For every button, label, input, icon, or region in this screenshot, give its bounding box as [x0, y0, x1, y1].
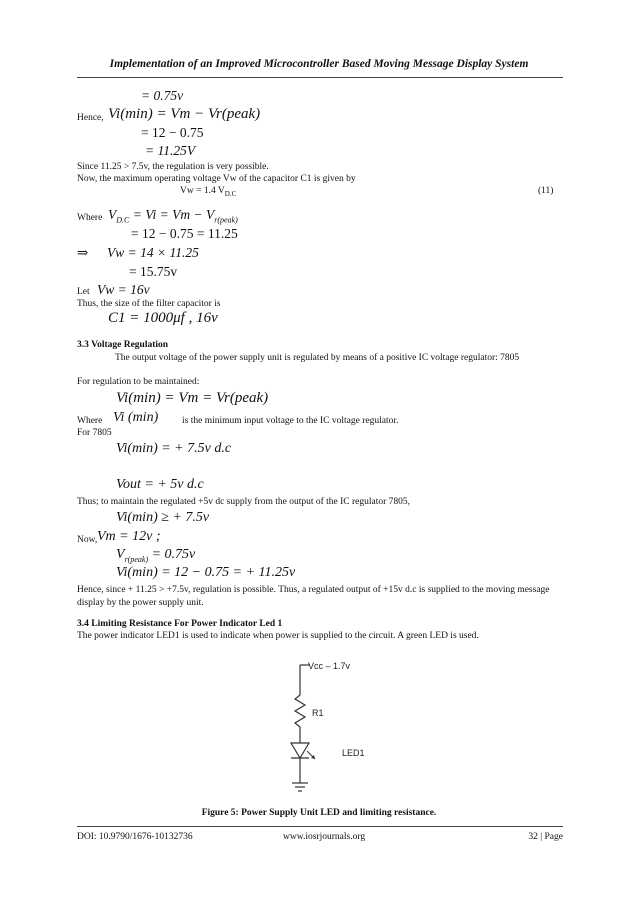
equation-line: Vi(min) = 12 − 0.75 = + 11.25v: [116, 565, 296, 580]
led1-label: LED1: [342, 748, 365, 758]
body-text: is the minimum input voltage to the IC voltage regulator.: [182, 416, 399, 426]
equation-line: = 0.75v: [141, 88, 184, 103]
equation-line: = 11.25V: [145, 143, 196, 158]
body-text: Since 11.25 > 7.5v, the regulation is very possible.: [77, 162, 269, 172]
resistor-r1-symbol: [295, 695, 305, 727]
equation-line: C1 = 1000μf , 16v: [108, 310, 218, 326]
equation-line: Vm = 12v ;: [97, 529, 161, 544]
body-text: For 7805: [77, 428, 112, 438]
equation-line: Vw = 16v: [97, 282, 150, 297]
led-circuit-diagram: [270, 655, 410, 805]
header-rule: [77, 77, 563, 78]
equation-line: Vw = 14 × 11.25: [107, 245, 199, 260]
where-equation: $V_{D.C} = Vi = Vm - V_{r(peak)}$: [108, 207, 238, 225]
equation-line: Vi(min) = + 7.5v d.c: [116, 441, 232, 456]
inline-equation: Vi (min): [113, 410, 159, 425]
now-label: Now,: [77, 535, 98, 545]
vcc-label: Vcc – 1.7v: [308, 661, 351, 671]
let-label: Let: [77, 287, 90, 297]
body-text: For regulation to be maintained:: [77, 377, 200, 387]
figure-caption: Figure 5: Power Supply Unit LED and limiting resistance.: [201, 808, 437, 818]
equation-line: = 12 − 0.75: [141, 125, 204, 140]
section-heading: 3.4 Limiting Resistance For Power Indicator Led 1: [77, 619, 283, 629]
where-label: Where: [77, 416, 103, 426]
running-header: Implementation of an Improved Microcontroller Based Moving Message Display System: [109, 58, 529, 70]
equation-line: = 15.75v: [129, 264, 178, 279]
where-label: Where: [77, 213, 103, 223]
body-text: Now, the maximum operating voltage Vw of the capacitor C1 is given by: [77, 174, 356, 184]
section-paragraph: The output voltage of the power supply unit is regulated by means of a positive IC voltage regulator: 7805: [115, 353, 520, 363]
led-diode-symbol: [291, 743, 309, 758]
footer-website[interactable]: www.iosrjournals.org: [283, 832, 366, 842]
section-paragraph: Hence, since + 11.25 > +7.5v, regulation is possible. Thus, a regulated output of +15v d.c is supplied to the moving message display by the power supply unit.: [77, 585, 550, 608]
equation-line: Vout = + 5v d.c: [116, 477, 204, 492]
equation-number: (11): [538, 186, 554, 196]
body-text: Thus; to maintain the regulated +5v dc supply from the output of the IC regulator 7805,: [77, 497, 411, 507]
footer-page-number: 32 | Page: [528, 832, 563, 842]
footer-doi: DOI: 10.9790/1676-10132736: [77, 832, 193, 842]
equation-line: Vi(min) = Vm = Vr(peak): [116, 390, 269, 406]
section-heading: 3.3 Voltage Regulation: [77, 340, 169, 350]
equation-line: $V_{r(peak)} = 0.75v$: [116, 547, 196, 564]
equation-line: = 12 − 0.75 = 11.25: [131, 226, 238, 241]
implies-symbol: ⇒: [77, 245, 89, 260]
r1-label: R1: [312, 708, 324, 718]
footer-rule: [77, 826, 563, 827]
equation-line: Vi(min) = Vm − Vr(peak): [108, 106, 261, 122]
equation-line: Vi(min) ≥ + 7.5v: [116, 510, 210, 525]
hence-label: Hence,: [77, 113, 104, 123]
body-text: Thus, the size of the filter capacitor is: [77, 299, 221, 309]
section-paragraph: The power indicator LED1 is used to indicate when power is supplied to the circuit. A green LED is used.: [77, 631, 479, 641]
vw-formula: Vw = 1.4 $V_{D.C}$: [180, 186, 237, 198]
